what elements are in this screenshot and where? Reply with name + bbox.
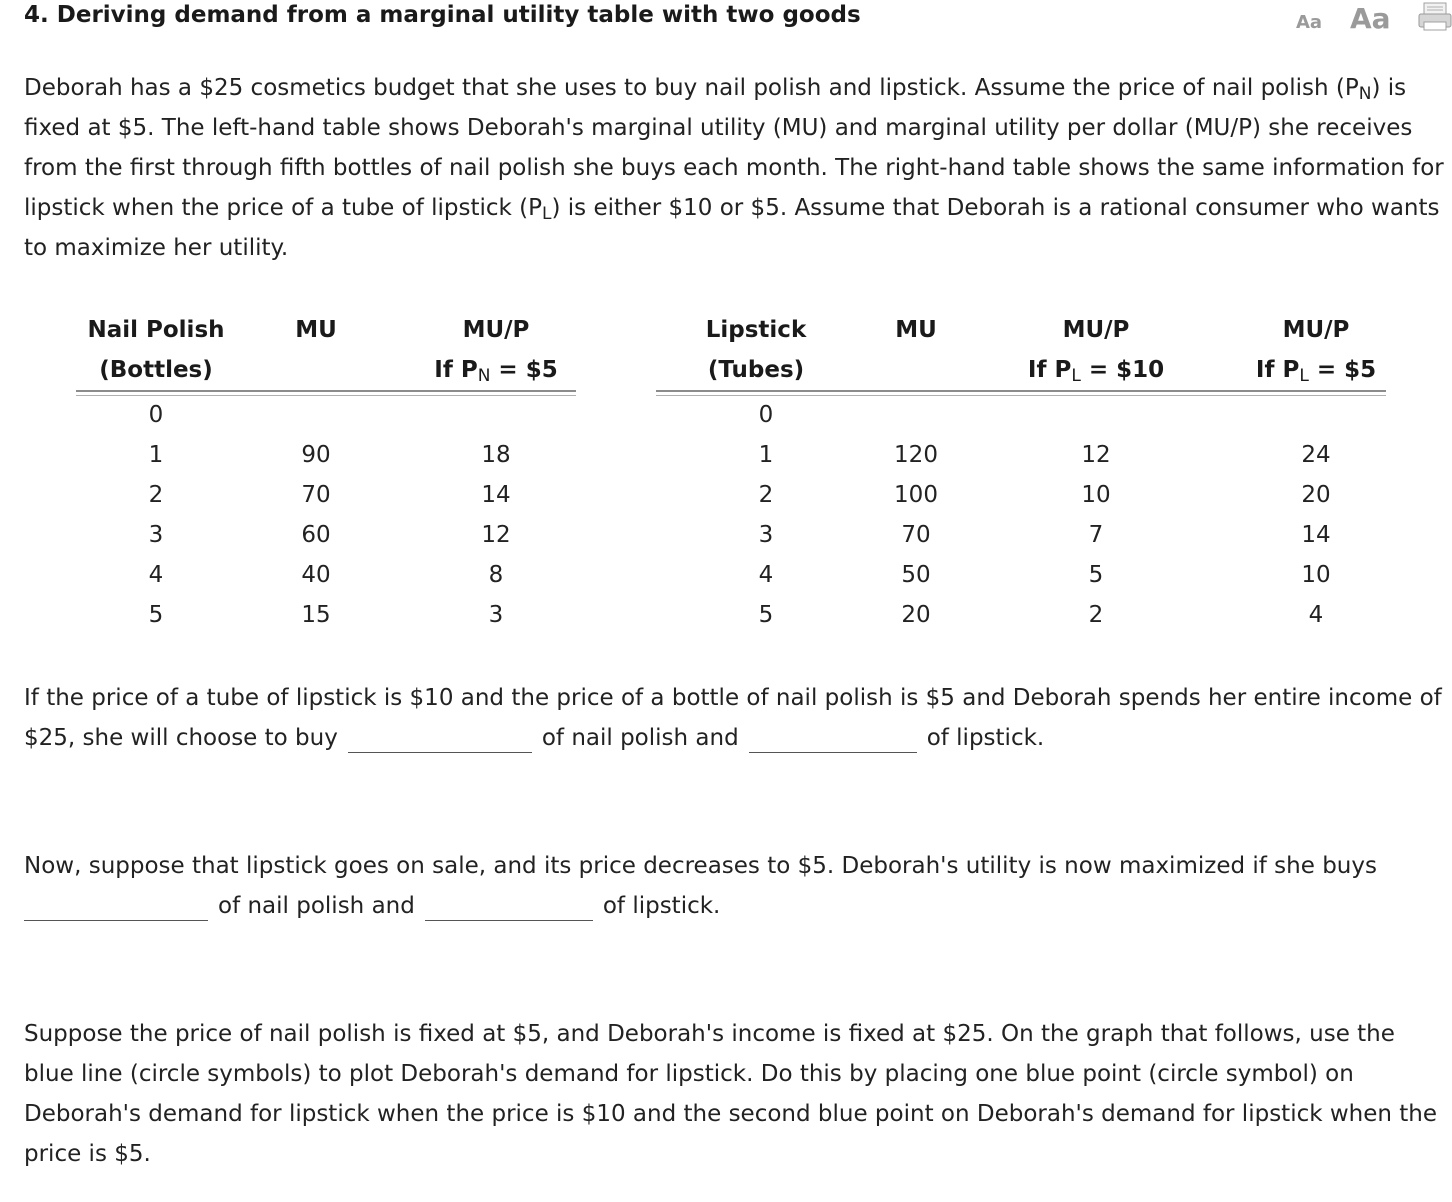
header-line: (Bottles) bbox=[99, 357, 213, 383]
table-cell: 120 bbox=[894, 442, 938, 468]
table-cell: 7 bbox=[1088, 522, 1104, 548]
table-cell: 2 bbox=[148, 482, 164, 508]
question-1: If the price of a tube of lipstick is $10 and the price of a bottle of nail polish is $5 and Deborah spends her entire income of $25, she will choose to buy of nail polish and of lipstick. bbox=[24, 685, 1442, 751]
header-line: If $P_L$ = $5 bbox=[1255, 357, 1377, 386]
table-cell: 50 bbox=[901, 562, 931, 588]
table-cell: 8 bbox=[488, 562, 504, 588]
lip-mup5-column bbox=[1226, 310, 1406, 390]
nail-quantity-column bbox=[76, 310, 236, 390]
table-cell: 14 bbox=[481, 482, 511, 508]
lip-mup10-values bbox=[1006, 395, 1186, 635]
lip-quantity-values bbox=[676, 395, 856, 635]
table-cell: 40 bbox=[301, 562, 331, 588]
table-cell: 15 bbox=[301, 602, 331, 628]
lip-quantity-header bbox=[676, 310, 836, 390]
table-cell: 12 bbox=[481, 522, 511, 548]
table-cell: 1 bbox=[148, 442, 164, 468]
table-cell: 4 bbox=[148, 562, 164, 588]
table-cell: 0 bbox=[148, 402, 164, 428]
table-cell: 10 bbox=[1301, 562, 1331, 588]
table-cell: 20 bbox=[901, 602, 931, 628]
table-cell: 100 bbox=[894, 482, 938, 508]
page-title: 4. Deriving demand from a marginal utility table with two goods bbox=[24, 2, 861, 28]
font-size-small-button[interactable]: Aa bbox=[1296, 12, 1323, 33]
table-cell: 24 bbox=[1301, 442, 1331, 468]
nail-mup-values bbox=[416, 395, 576, 635]
table-cell: 5 bbox=[148, 602, 164, 628]
question-3: Suppose the price of nail polish is fixed at $5, and Deborah's income is fixed at $25. On the graph that follows, use the blue line (circle symbols) to plot Deborah's demand for lipstick. Do this by placing one blue point (circle symbol) on Deborah's demand for lipstick when the price is $10 and the second blue point on Deborah's demand for lipstick when the price is $5. bbox=[24, 1021, 1438, 1167]
lip-quantity-column bbox=[676, 310, 836, 390]
font-size-large-button[interactable]: Aa bbox=[1350, 2, 1391, 35]
answer-lipstick-blank-1[interactable] bbox=[749, 730, 917, 753]
lip-mup5-header bbox=[1226, 310, 1406, 390]
header-line: MU bbox=[895, 317, 937, 343]
table-cell: 0 bbox=[758, 402, 774, 428]
table-cell: 90 bbox=[301, 442, 331, 468]
nail-mup-column bbox=[416, 310, 576, 390]
table-cell: 18 bbox=[481, 442, 511, 468]
nail-mu-column bbox=[256, 310, 376, 390]
table-cell: 20 bbox=[1301, 482, 1331, 508]
lip-mu-values bbox=[856, 395, 976, 635]
table-cell: 2 bbox=[758, 482, 774, 508]
header-line: If $P_L$ = $10 bbox=[1027, 357, 1165, 386]
lip-mup10-column bbox=[1006, 310, 1186, 390]
table-cell: 14 bbox=[1301, 522, 1331, 548]
table-cell: 5 bbox=[1088, 562, 1104, 588]
question-2: Now, suppose that lipstick goes on sale, and its price decreases to $5. Deborah's utility is now maximized if she buys of nail polish and of lipstick. bbox=[24, 853, 1377, 919]
table-cell: 3 bbox=[488, 602, 504, 628]
lip-mup10-header bbox=[1006, 310, 1186, 390]
table-cell: 4 bbox=[758, 562, 774, 588]
table-cell bbox=[1006, 395, 1186, 435]
table-cell bbox=[256, 395, 376, 435]
table-cell: 3 bbox=[758, 522, 774, 548]
table-cell: 70 bbox=[301, 482, 331, 508]
table-cell bbox=[1226, 395, 1406, 435]
table-cell: 5 bbox=[758, 602, 774, 628]
header-line: MU/P bbox=[1282, 317, 1350, 343]
nail-mup-header bbox=[416, 310, 576, 390]
header-line: MU bbox=[295, 317, 337, 343]
print-icon[interactable] bbox=[1418, 2, 1452, 32]
answer-nail-polish-blank-2[interactable] bbox=[24, 898, 208, 921]
table-cell: 4 bbox=[1308, 602, 1324, 628]
table-cell: 2 bbox=[1088, 602, 1104, 628]
answer-nail-polish-blank-1[interactable] bbox=[348, 730, 532, 753]
header-line: MU/P bbox=[462, 317, 530, 343]
table-cell: 70 bbox=[901, 522, 931, 548]
table-cell: 10 bbox=[1081, 482, 1111, 508]
table-cell bbox=[856, 395, 976, 435]
nail-quantity-header bbox=[76, 310, 236, 390]
header-line: MU/P bbox=[1062, 317, 1130, 343]
header-line: Lipstick bbox=[705, 317, 807, 343]
answer-lipstick-blank-2[interactable] bbox=[425, 898, 593, 921]
header-line: (Tubes) bbox=[707, 357, 805, 383]
table-cell: 3 bbox=[148, 522, 164, 548]
intro-paragraph: Deborah has a $25 cosmetics budget that she uses to buy nail polish and lipstick. Assume the price of nail polish $(P_N)$ is fixed at $5. The left-hand table shows Deborah's marginal utility (MU) and marginal utility per dollar (MU/P) she receives from the first through fifth bottles of nail polish she buys each month. The right-hand table shows the same information for lipstick when the price of a tube of lipstick $(P_L)$ is either $10 or $5. Assume that Deborah is a rational consumer who wants to maximize her utility. bbox=[24, 75, 1444, 261]
table-cell: 1 bbox=[758, 442, 774, 468]
header-line: If $P_N$ = $5 bbox=[434, 357, 558, 386]
header-line: Nail Polish bbox=[87, 317, 225, 343]
lip-mu-column bbox=[856, 310, 976, 390]
table-cell bbox=[416, 395, 576, 435]
table-cell: 12 bbox=[1081, 442, 1111, 468]
nail-quantity-values bbox=[76, 395, 236, 635]
nail-mu-header bbox=[256, 310, 376, 390]
nail-mu-values bbox=[256, 395, 376, 635]
table-cell: 60 bbox=[301, 522, 331, 548]
lip-mup5-values bbox=[1226, 395, 1406, 635]
lip-mu-header bbox=[856, 310, 976, 390]
